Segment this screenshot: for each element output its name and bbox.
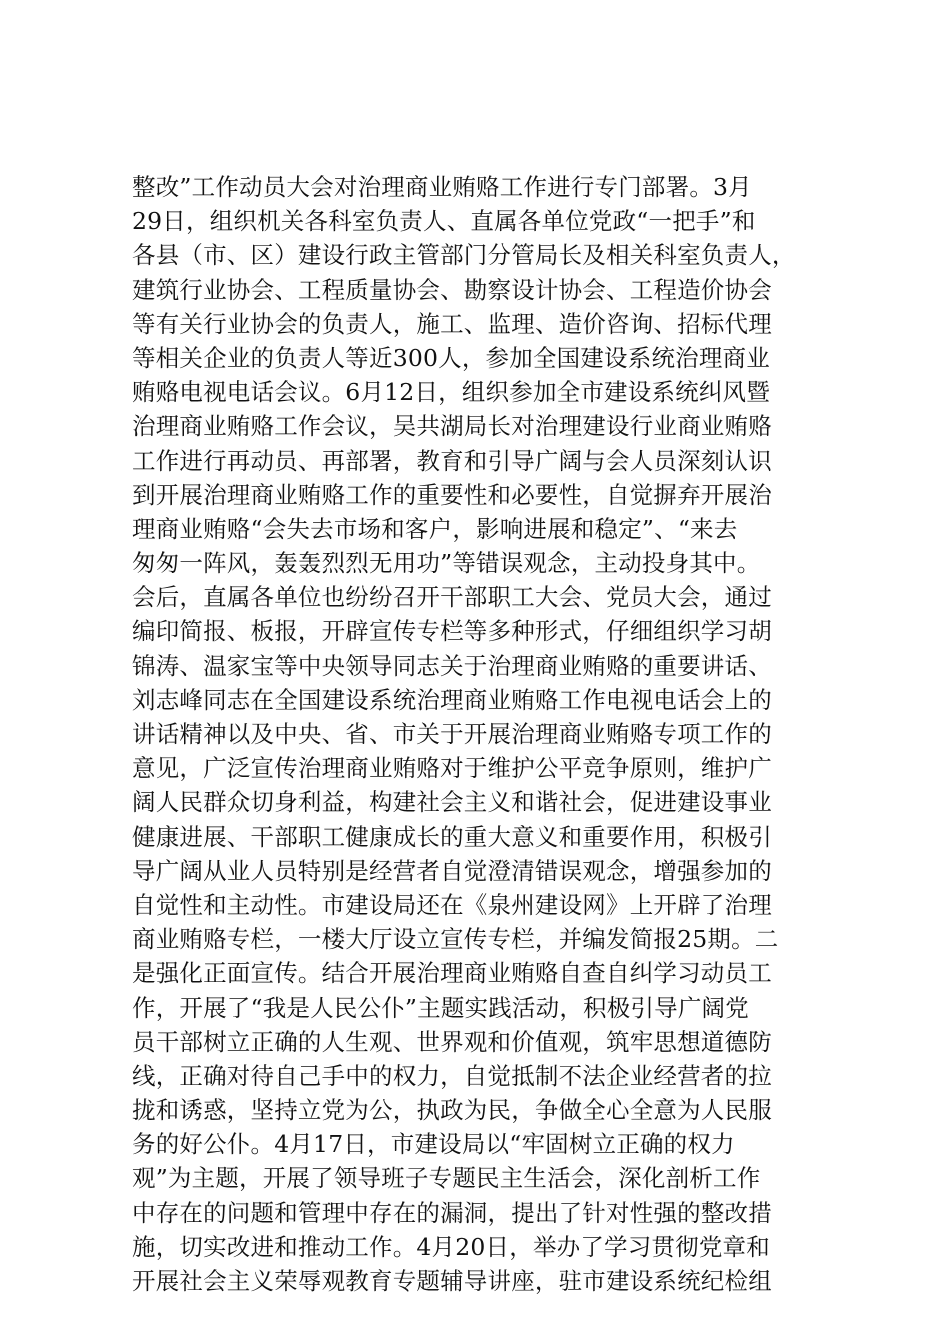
text-line: 线，正确对待自己手中的权力，自觉抵制不法企业经营者的拉 bbox=[132, 1061, 772, 1090]
text-line: 刘志峰同志在全国建设系统治理商业贿赂工作电视电话会上的 bbox=[132, 685, 772, 714]
text-line: 作，开展了“我是人民公仆”主题实践活动，积极引导广阔党 bbox=[132, 993, 749, 1022]
text-line: 匆匆一阵风，轰轰烈烈无用功”等错误观念，主动投身其中。 bbox=[132, 549, 761, 578]
text-line: 到开展治理商业贿赂工作的重要性和必要性，自觉摒弃开展治 bbox=[132, 480, 772, 509]
text-line: 锦涛、温家宝等中央领导同志关于治理商业贿赂的重要讲话、 bbox=[132, 651, 772, 680]
text-line: 理商业贿赂“会失去市场和客户，影响进展和稳定”、“来去 bbox=[132, 514, 738, 543]
text-line: 开展社会主义荣辱观教育专题辅导讲座，驻市建设系统纪检组 bbox=[132, 1267, 772, 1295]
body-text bbox=[132, 170, 832, 1298]
text-line: 自觉性和主动性。市建设局还在《泉州建设网》上开辟了治理 bbox=[132, 890, 772, 919]
text-line: 等有关行业协会的负责人，施工、监理、造价咨询、招标代理 bbox=[132, 309, 772, 338]
text-line: 健康进展、干部职工健康成长的重大意义和重要作用，积极引 bbox=[132, 822, 772, 851]
text-line: 贿赂电视电话会议。6月12日，组织参加全市建设系统纠风暨 bbox=[132, 378, 770, 407]
text-line: 建筑行业协会、工程质量协会、勘察设计协会、工程造价协会 bbox=[132, 275, 772, 304]
text-line: 治理商业贿赂工作会议，吴共湖局长对治理建设行业商业贿赂 bbox=[132, 412, 772, 441]
text-line: 等相关企业的负责人等近300人，参加全国建设系统治理商业 bbox=[132, 343, 770, 372]
text-line: 导广阔从业人员特别是经营者自觉澄清错误观念，增强参加的 bbox=[132, 856, 772, 885]
text-line: 会后，直属各单位也纷纷召开干部职工大会、党员大会，通过 bbox=[132, 583, 772, 612]
text-line: 观”为主题，开展了领导班子专题民主生活会，深化剖析工作 bbox=[132, 1164, 761, 1193]
text-line: 商业贿赂专栏，一楼大厅设立宣传专栏，并编发简报25期。二 bbox=[132, 925, 779, 954]
text-line: 中存在的问题和管理中存在的漏洞，提出了针对性强的整改措 bbox=[132, 1198, 772, 1227]
text-line: 29日，组织机关各科室负责人、直属各单位党政“一把手”和 bbox=[132, 207, 756, 236]
text-line: 拢和诱惑，坚持立党为公，执政为民，争做全心全意为人民服 bbox=[132, 1096, 772, 1125]
text-line: 施，切实改进和推动工作。4月20日，举办了学习贯彻党章和 bbox=[132, 1232, 770, 1261]
text-line: 意见，广泛宣传治理商业贿赂对于维护公平竞争原则，维护广 bbox=[132, 754, 772, 783]
text-line: 员干部树立正确的人生观、世界观和价值观，筑牢思想道德防 bbox=[132, 1027, 772, 1056]
text-line: 工作进行再动员、再部署，教育和引导广阔与会人员深刻认识 bbox=[132, 446, 772, 475]
text-line: 编印简报、板报，开辟宣传专栏等多种形式，仔细组织学习胡 bbox=[132, 617, 772, 646]
text-line: 各县（市、区）建设行政主管部门分管局长及相关科室负责人， bbox=[132, 241, 796, 270]
text-line: 务的好公仆。4月17日，市建设局以“牢固树立正确的权力 bbox=[132, 1130, 735, 1159]
text-line: 讲话精神以及中央、省、市关于开展治理商业贿赂专项工作的 bbox=[132, 720, 772, 748]
text-line: 整改”工作动员大会对治理商业贿赂工作进行专门部署。3月 bbox=[132, 173, 752, 201]
text-line: 阔人民群众切身利益，构建社会主义和谐社会，促进建设事业 bbox=[132, 788, 772, 817]
text-line: 是强化正面宣传。结合开展治理商业贿赂自查自纠学习动员工 bbox=[132, 959, 772, 988]
